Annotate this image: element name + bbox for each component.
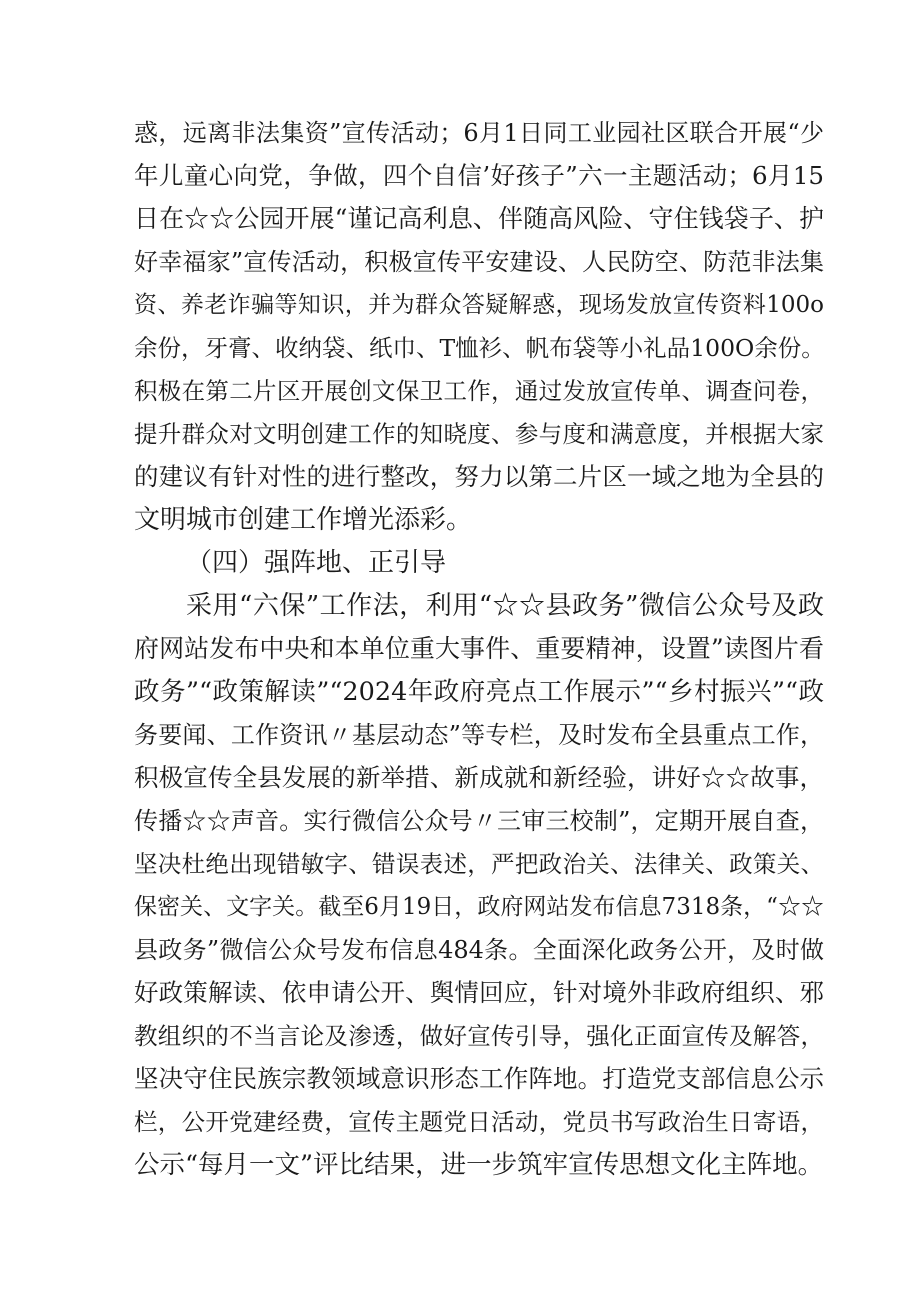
paragraph-1-line: 余份，牙膏、收纳袋、纸巾、T恤衫、帆布袋等小礼品100O余份。 [134, 334, 825, 362]
paragraph-1-line: 日在☆☆公园开展“谨记高利息、伴随高风险、守住钱袋子、护 [134, 204, 824, 233]
paragraph-2-line: 采用“六保”工作法，利用“☆☆县政务”微信公众号及政 [186, 591, 824, 621]
paragraph-1-line: 资、养老诈骗等知识，并为群众答疑解惑，现场发放宣传资料100o [134, 292, 824, 318]
section-heading: （四）强阵地、正引导 [186, 548, 447, 578]
paragraph-2-line: 坚决杜绝出现错敏字、错误表述，严把政治关、法律关、政策关、 [134, 850, 824, 878]
paragraph-1-line: 积极在第二片区开展创文保卫工作，通过发放宣传单、调查问卷， [134, 377, 824, 405]
paragraph-2-line: 好政策解读、依申请公开、舆情回应，针对境外非政府组织、邪 [134, 978, 824, 1007]
paragraph-2-line: 保密关、文字关。截至6月19日，政府网站发布信息7318条，“☆☆ [134, 894, 824, 920]
paragraph-1-line: 好幸福家”宣传活动，积极宣传平安建设、人民防空、防范非法集 [134, 248, 824, 276]
paragraph-2-line: 政务”“政策解读”“2024年政府亮点工作展示”“乡村振兴”“政 [134, 677, 824, 707]
paragraph-2-line: 积极宣传全县发展的新举措、新成就和新经验，讲好☆☆故事， [134, 763, 824, 792]
paragraph-2-line: 县政务”微信公众号发布信息484条。全面深化政务公开，及时做 [134, 936, 824, 964]
paragraph-2-line: 务要闻、工作资讯〃基层动态”等专栏，及时发布全县重点工作， [134, 721, 824, 749]
paragraph-2-line: 教组织的不当言论及渗透，做好宣传引导，强化正面宣传及解答， [134, 1022, 824, 1050]
paragraph-2-line: 公示“每月一文”评比结果，进一步筑牢宣传思想文化主阵地。 [134, 1150, 824, 1180]
paragraph-1-line: 的建议有针对性的进行整改，努力以第二片区一域之地为全县的 [134, 462, 824, 491]
paragraph-2-line: 府网站发布中央和本单位重大事件、重要精神，设置”读图片看 [134, 634, 824, 663]
paragraph-2-line: 坚决守住民族宗教领域意识形态工作阵地。打造党支部信息公示 [134, 1064, 824, 1093]
paragraph-1-line: 提升群众对文明创建工作的知晓度、参与度和满意度，并根据大家 [134, 420, 824, 448]
paragraph-1-line: 文明城市创建工作增光添彩。 [134, 505, 473, 535]
paragraph-1-line: 年儿童心向党，争做，四个自信’好孩子”六一主题活动；6月15 [134, 161, 824, 190]
paragraph-1-line: 惑，远离非法集资”宣传活动；6月1日同工业园社区联合开展“少 [134, 119, 824, 147]
paragraph-2-line: 传播☆☆声音。实行微信公众号〃三审三校制”，定期开展自查， [134, 807, 824, 835]
paragraph-2-line: 栏，公开党建经费，宣传主题党日活动，党员书写政治生日寄语， [134, 1108, 824, 1136]
